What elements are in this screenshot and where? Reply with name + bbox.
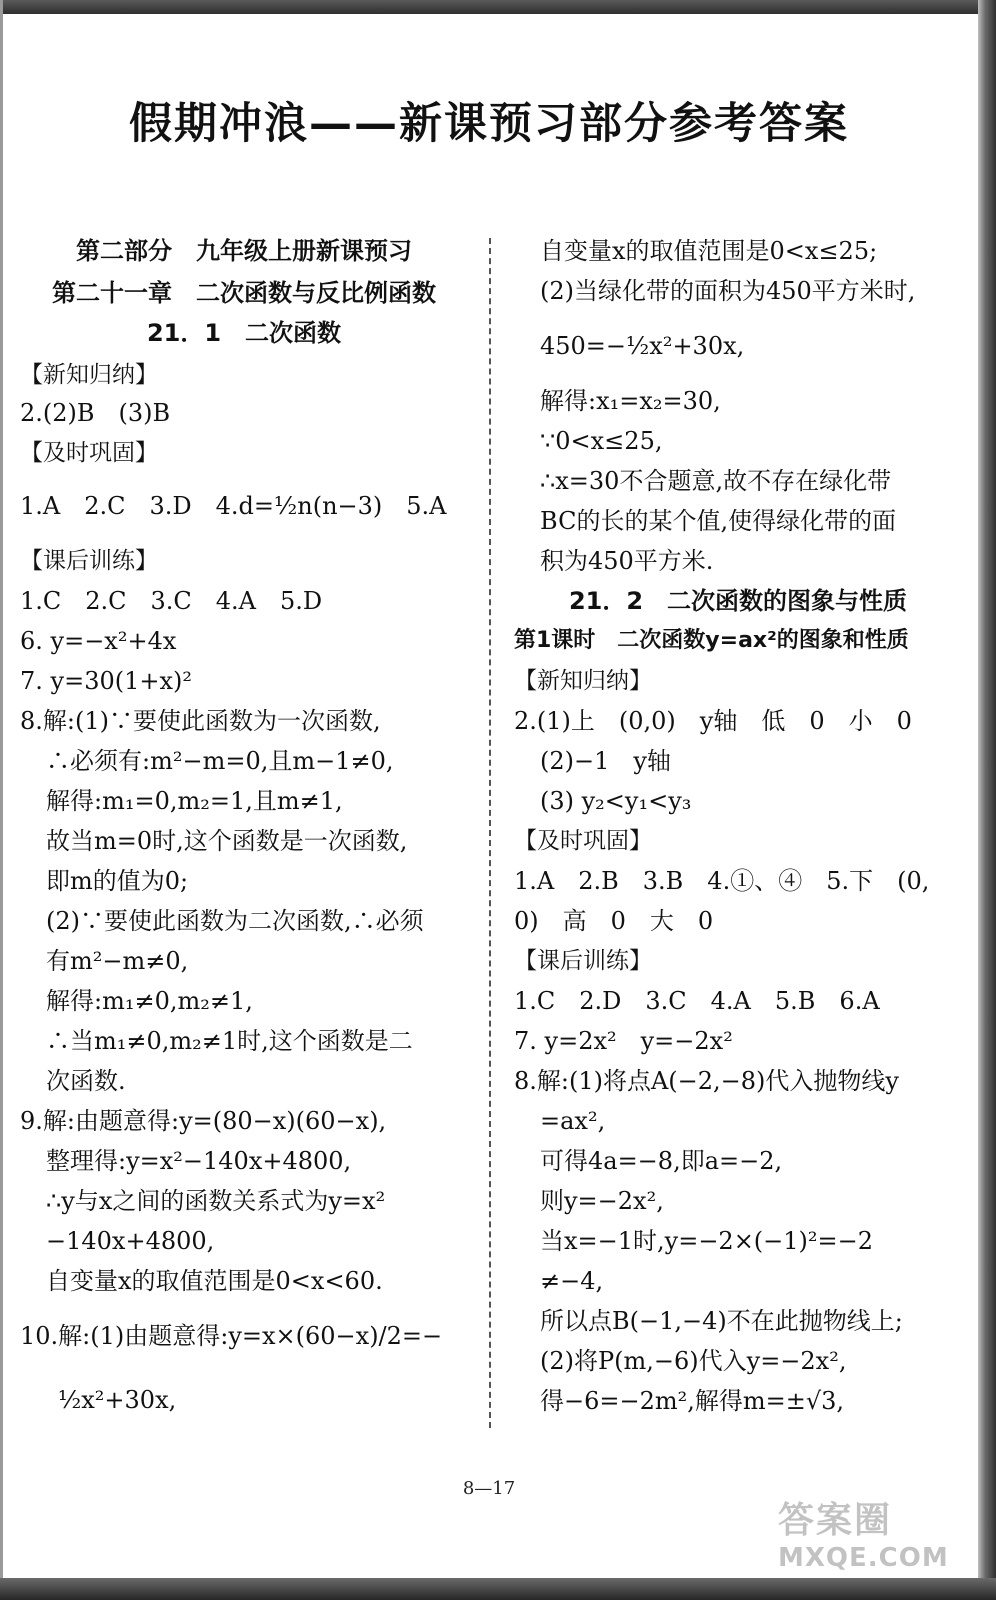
answer-line: 有m²−m≠0, (46, 947, 189, 975)
answer-line: 1.C 2.D 3.C 4.A 5.B 6.A (514, 987, 880, 1015)
answer-line: =ax², (540, 1107, 606, 1135)
subsection-label: 【新知归纳】 (514, 668, 652, 694)
answer-line: 2.(2)B (3)B (20, 399, 171, 427)
chapter-heading: 第二十一章 二次函数与反比例函数 (52, 279, 436, 307)
answer-line: 整理得:y=x²−140x+4800, (46, 1147, 352, 1175)
subsection-label: 【课后训练】 (514, 948, 652, 974)
subsection-label: 【课后训练】 (20, 548, 158, 574)
answer-line: 则y=−2x², (540, 1187, 664, 1215)
section-heading: 21．2 二次函数的图象与性质 (568, 587, 908, 615)
column-divider (489, 238, 491, 1428)
answer-line: 自变量x的取值范围是0<x<60. (46, 1267, 383, 1295)
answer-line: 解得:x₁=x₂=30, (540, 387, 721, 415)
answer-line: (2)将P(m,−6)代入y=−2x², (540, 1347, 847, 1375)
answer-line: ∴当m₁≠0,m₂≠1时,这个函数是二 (46, 1027, 413, 1055)
answer-line: 8.解:(1)将点A(−2,−8)代入抛物线y (514, 1067, 899, 1095)
answer-line: 1.A 2.B 3.B 4.①、④ 5.下 (0, (514, 867, 930, 895)
answer-line: 解得:m₁≠0,m₂≠1, (46, 987, 253, 1015)
bottom-scan-border (0, 1578, 996, 1600)
answer-line: ≠−4, (540, 1267, 604, 1295)
watermark-cn-text: 答案圈 (778, 1500, 893, 1541)
answer-line: ½x²+30x, (58, 1386, 177, 1414)
page-number: 8—17 (462, 1478, 516, 1499)
answer-line: 得−6=−2m²,解得m=±√3, (540, 1387, 845, 1415)
answer-line: 7. y=2x² y=−2x² (514, 1027, 733, 1055)
right-scan-border (978, 0, 996, 1600)
answer-line: 自变量x的取值范围是0<x≤25; (540, 237, 878, 265)
subsection-label: 【及时巩固】 (20, 440, 158, 466)
answer-line: 0) 高 0 大 0 (514, 907, 714, 935)
answer-line: 6. y=−x²+4x (20, 627, 177, 655)
answer-line: 2.(1)上 (0,0) y轴 低 0 小 0 (514, 707, 912, 735)
answer-line: 9.解:由题意得:y=(80−x)(60−x), (20, 1107, 387, 1135)
answer-line: 7. y=30(1+x)² (20, 667, 192, 695)
lesson-heading: 第1课时 二次函数y=ax²的图象和性质 (514, 628, 909, 653)
answer-line: 1.C 2.C 3.C 4.A 5.D (20, 587, 323, 615)
answer-line: 积为450平方米. (540, 547, 714, 575)
top-scan-border (0, 0, 996, 14)
answer-line: (2)∵要使此函数为二次函数,∴必须 (46, 907, 424, 935)
answer-line: ∴x=30不合题意,故不存在绿化带 (540, 467, 892, 495)
page-title: 假期冲浪——新课预习部分参考答案 (129, 99, 849, 149)
answer-line: 故当m=0时,这个函数是一次函数, (46, 827, 408, 855)
answer-line: BC的长的某个值,使得绿化带的面 (540, 507, 897, 535)
answer-line: 450=−½x²+30x, (540, 332, 745, 360)
answer-line: (3) y₂<y₁<y₃ (540, 787, 692, 815)
answer-line: 8.解:(1)∵要使此函数为一次函数, (20, 707, 381, 735)
answer-line: −140x+4800, (46, 1227, 215, 1255)
section-heading: 21．1 二次函数 (146, 319, 342, 347)
subsection-label: 【及时巩固】 (514, 828, 652, 854)
answer-line: 次函数. (46, 1067, 126, 1095)
subsection-label: 【新知归纳】 (20, 362, 158, 388)
answer-line: 可得4a=−8,即a=−2, (540, 1147, 783, 1175)
watermark-en-text: MXQE.COM (778, 1543, 949, 1573)
answer-line: 1.A 2.C 3.D 4.d=½n(n−3) 5.A (20, 492, 447, 520)
answer-line: 所以点B(−1,−4)不在此抛物线上; (540, 1307, 903, 1335)
answer-line: (2)当绿化带的面积为450平方米时, (540, 277, 916, 305)
part-heading: 第二部分 九年级上册新课预习 (76, 237, 412, 265)
answer-line: (2)−1 y轴 (540, 747, 671, 775)
answer-line: 解得:m₁=0,m₂=1,且m≠1, (46, 787, 343, 815)
answer-line: ∴必须有:m²−m=0,且m−1≠0, (46, 747, 394, 775)
left-scan-edge (0, 0, 3, 1600)
watermark-logo (778, 1492, 968, 1572)
answer-line: 当x=−1时,y=−2×(−1)²=−2 (540, 1227, 874, 1255)
answer-line: ∴y与x之间的函数关系式为y=x² (46, 1187, 386, 1215)
answer-line: 10.解:(1)由题意得:y=x×(60−x)/2=− (20, 1322, 443, 1350)
answer-line: ∵0<x≤25, (540, 427, 663, 455)
answer-line: 即m的值为0; (46, 867, 189, 895)
